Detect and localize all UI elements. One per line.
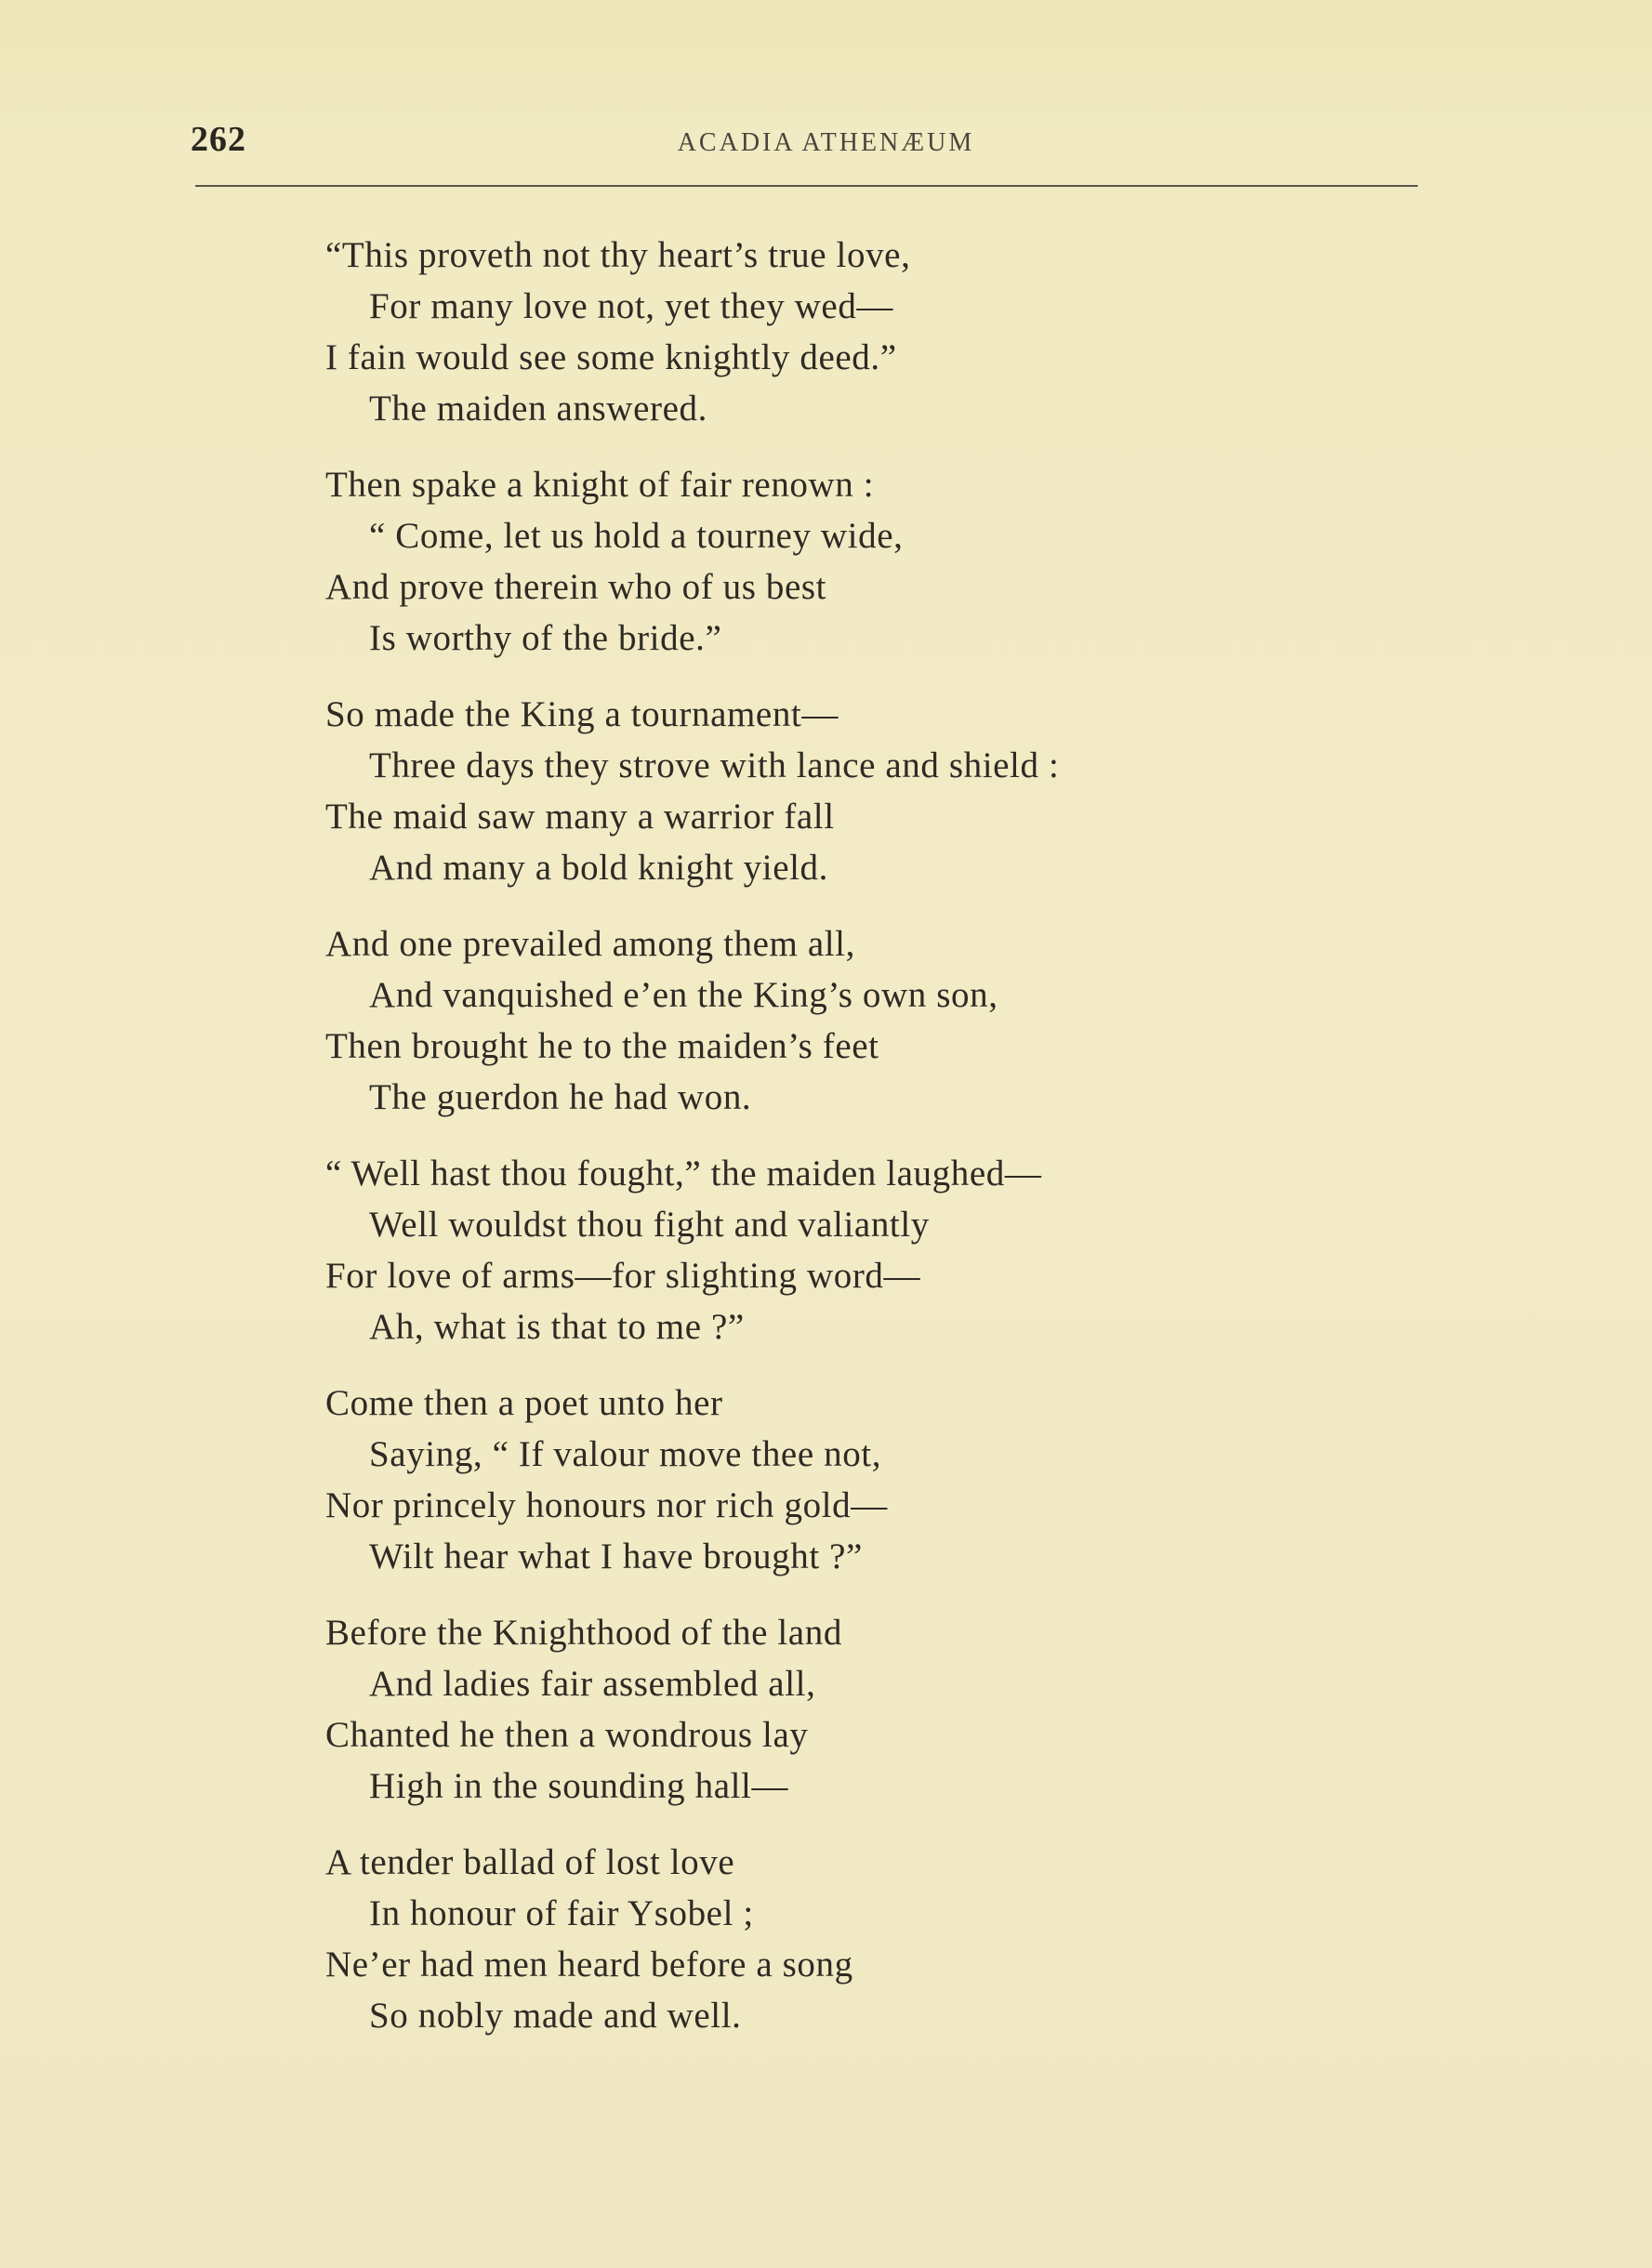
header-rule — [195, 185, 1418, 187]
poem-line: The maiden answered. — [369, 389, 707, 429]
poem-line: For many love not, yet they wed— — [369, 286, 894, 326]
poem-line: Ah, what is that to me ?” — [369, 1307, 745, 1347]
poem-line: The guerdon he had won. — [369, 1077, 752, 1117]
poem-line: And one prevailed among them all, — [325, 924, 855, 964]
poem-line: Well wouldst thou fight and valiantly — [369, 1205, 930, 1245]
poem-line: I fain would see some knightly deed.” — [325, 337, 897, 377]
stanza-3 — [325, 689, 1534, 893]
stanza-7 — [325, 1607, 1534, 1812]
poem-line: “ Well hast thou fought,” the maiden laughed— — [325, 1154, 1042, 1193]
poem-line: Is worthy of the bride.” — [369, 618, 722, 658]
poem-line: Then spake a knight of fair renown : — [325, 465, 875, 505]
poem-line: And ladies fair assembled all, — [369, 1664, 816, 1704]
stanza-4 — [325, 918, 1534, 1123]
poem-line: Before the Knighthood of the land — [325, 1613, 842, 1653]
page-number: 262 — [191, 120, 246, 159]
poem-line: Three days they strove with lance and shield : — [369, 745, 1060, 785]
poem-line: A tender ballad of lost love — [325, 1842, 735, 1882]
poem-line: The maid saw many a warrior fall — [325, 797, 835, 837]
poem-line: So made the King a tournament— — [325, 694, 839, 734]
poem-line: “This proveth not thy heart’s true love, — [325, 235, 911, 275]
stanza-2 — [325, 459, 1534, 664]
stanza-8 — [325, 1837, 1534, 2041]
poem-line: Ne’er had men heard before a song — [325, 1945, 853, 1984]
poem-line: And many a bold knight yield. — [369, 848, 829, 888]
poem-line: Come then a poet unto her — [325, 1383, 723, 1423]
running-head: ACADIA ATHENÆUM — [677, 128, 975, 157]
stanza-1 — [325, 230, 1534, 434]
poem-line: Wilt hear what I have brought ?” — [369, 1536, 863, 1576]
poem-line: So nobly made and well. — [369, 1996, 742, 2036]
poem-line: And prove therein who of us best — [325, 567, 827, 607]
stanza-6 — [325, 1378, 1534, 1582]
stanza-5 — [325, 1148, 1534, 1352]
poem-line: “ Come, let us hold a tourney wide, — [369, 516, 904, 556]
poem-line: Nor princely honours nor rich gold— — [325, 1485, 888, 1525]
poem-line: In honour of fair Ysobel ; — [369, 1893, 754, 1933]
poem — [325, 230, 1534, 2066]
poem-line: Chanted he then a wondrous lay — [325, 1715, 809, 1755]
poem-line: Then brought he to the maiden’s feet — [325, 1026, 879, 1066]
poem-line: And vanquished e’en the King’s own son, — [369, 975, 998, 1015]
poem-line: Saying, “ If valour move thee not, — [369, 1434, 882, 1474]
poem-line: High in the sounding hall— — [369, 1766, 789, 1806]
poem-line: For love of arms—for slighting word— — [325, 1256, 921, 1296]
